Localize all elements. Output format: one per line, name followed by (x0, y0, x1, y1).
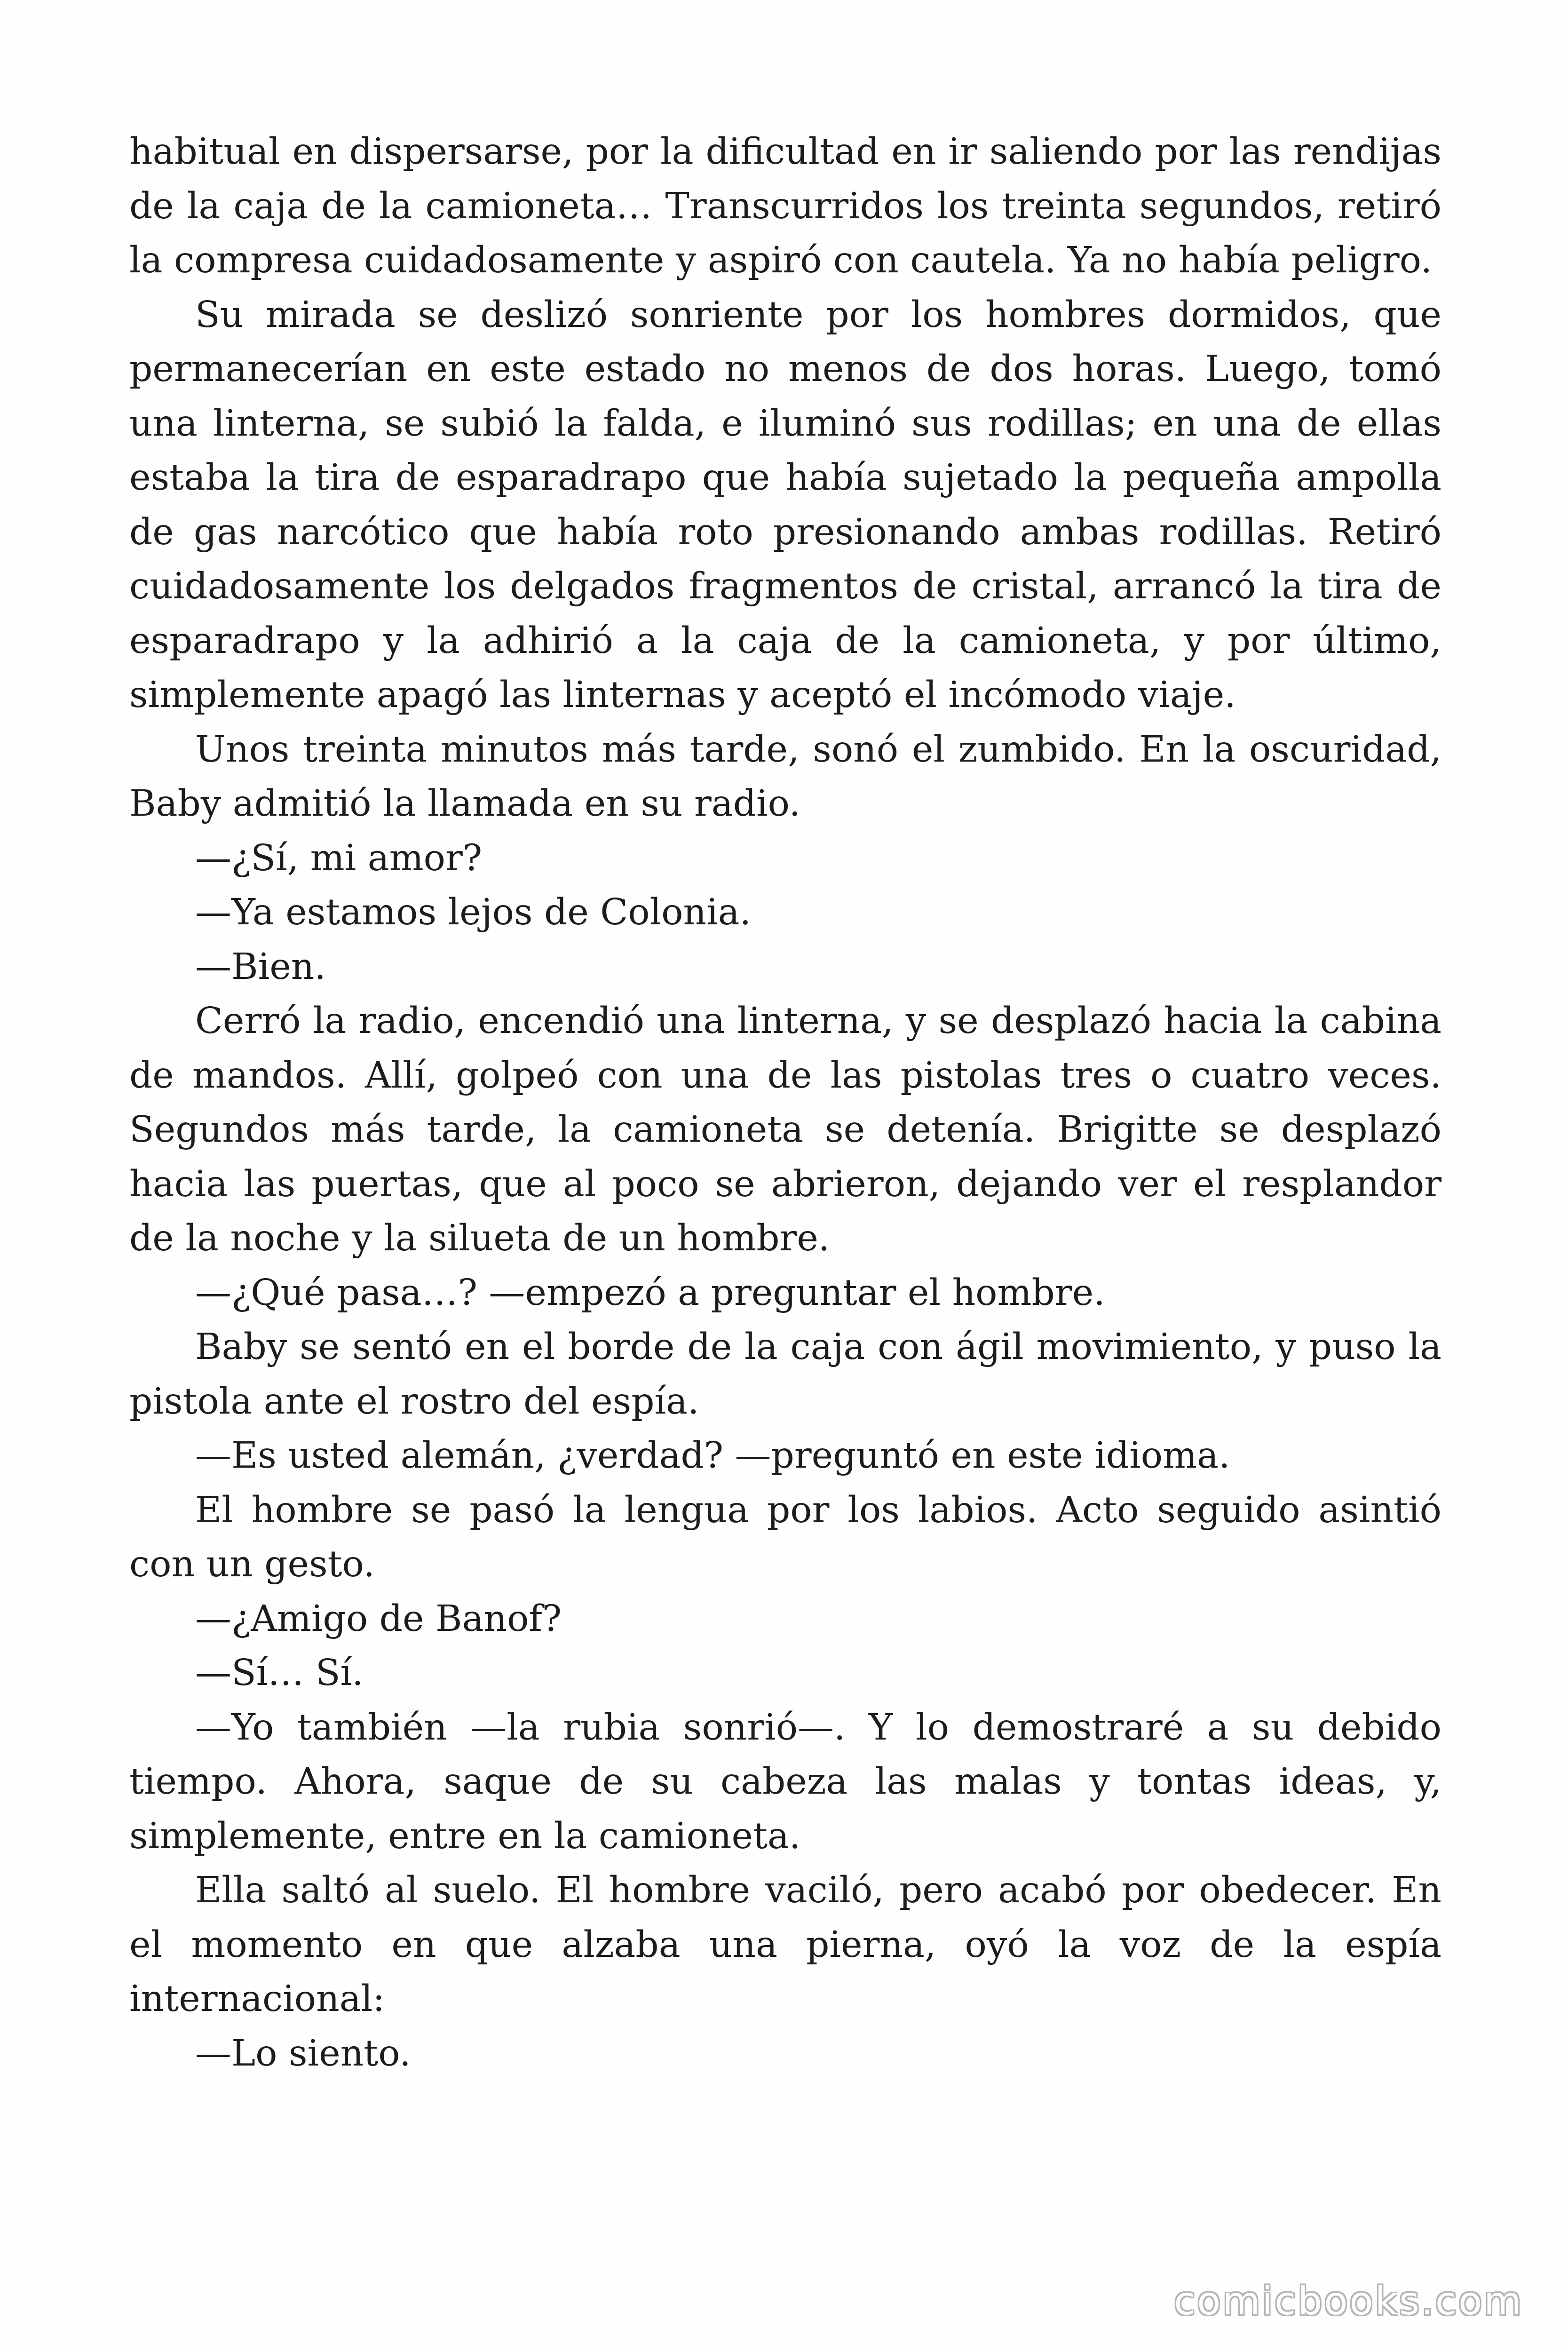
dialogue-line: —¿Qué pasa…? —empezó a preguntar el hombre. (195, 1271, 1105, 1314)
paragraph: Baby se sentó en el borde de la caja con ágil movimiento, y puso la pistola ante el rostro del espía. (129, 1326, 1441, 1422)
paragraph: El hombre se pasó la lengua por los labios. Acto seguido asintió con un gesto. (129, 1489, 1441, 1585)
paragraph: Unos treinta minutos más tarde, sonó el zumbido. En la oscuridad, Baby admitió la llamada en su radio. (129, 728, 1441, 825)
book-page-text (129, 125, 1441, 2081)
paragraph: Cerró la radio, encendió una linterna, y se desplazó hacia la cabina de mandos. Allí, golpeó con una de las pistolas tres o cuatro veces. Segundos más tarde, la camioneta se detenía. Brigitte se desplazó hacia las puertas, que al poco se abrieron, dejando ver el resplandor de la noche y la silueta de un hombre. (129, 1000, 1441, 1259)
dialogue-line: —¿Amigo de Banof? (195, 1597, 562, 1640)
watermark: comicbooks.com (1174, 2279, 1523, 2324)
dialogue-line: —Yo también —la rubia sonrió—. Y lo demostraré a su debido tiempo. Ahora, saque de su cabeza las malas y tontas ideas, y, simplemente, entre en la camioneta. (129, 1706, 1441, 1857)
paragraph: Ella saltó al suelo. El hombre vaciló, pero acabó por obedecer. En el momento en que alzaba una pierna, oyó la voz de la espía internacional: (129, 1869, 1441, 2020)
dialogue-line: —Ya estamos lejos de Colonia. (195, 891, 752, 933)
dialogue-line: —Es usted alemán, ¿verdad? —preguntó en este idioma. (195, 1435, 1230, 1477)
dialogue-line: —¿Sí, mi amor? (195, 837, 483, 879)
dialogue-line: —Bien. (195, 946, 326, 988)
dialogue-line: —Sí… Sí. (195, 1652, 364, 1694)
paragraph: Su mirada se deslizó sonriente por los hombres dormidos, que permanecerían en este estado no menos de dos horas. Luego, tomó una linterna, se subió la falda, e iluminó sus rodillas; en una de ellas estaba la tira de esparadrapo que había sujetado la pequeña ampolla de gas narcótico que había roto presionando ambas rodillas. Retiró cuidadosamente los delgados fragmentos de cristal, arrancó la tira de esparadrapo y la adhirió a la caja de la camioneta, y por último, simplemente apagó las linternas y aceptó el incómodo viaje. (129, 294, 1441, 716)
paragraph: habitual en dispersarse, por la dificultad en ir saliendo por las rendijas de la caja de la camioneta… Transcurridos los treinta segundos, retiró la compresa cuidadosamente y aspiró con cautela. Ya no había peligro. (129, 131, 1441, 281)
dialogue-line: —Lo siento. (195, 2032, 411, 2074)
